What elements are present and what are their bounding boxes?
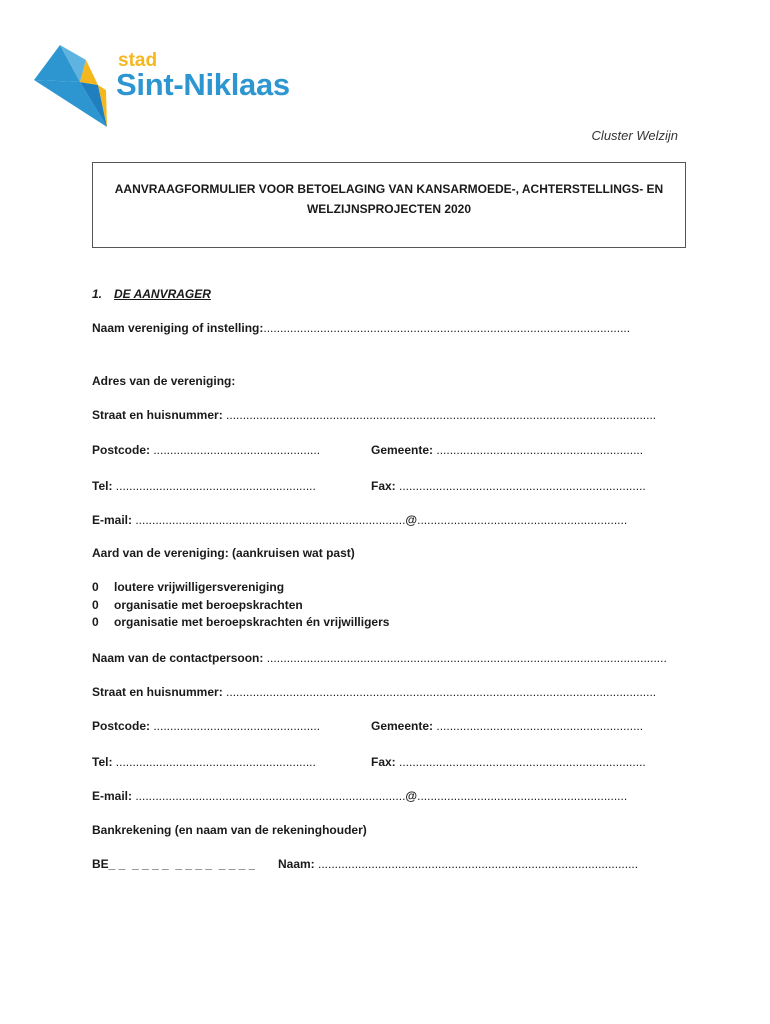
field-dots: ................................................................................................................................. xyxy=(226,685,657,699)
field-gemeente-vereniging[interactable] xyxy=(371,443,678,457)
field-postcode-contact[interactable] xyxy=(92,719,348,733)
field-naam-vereniging[interactable] xyxy=(92,321,632,335)
field-label: Fax: xyxy=(371,755,400,769)
field-dots: ............................................................ xyxy=(115,479,316,493)
option-beroepskrachten-vrijwilligers[interactable] xyxy=(92,615,389,629)
logo xyxy=(34,45,344,135)
field-straat-contact[interactable] xyxy=(92,685,678,699)
field-label: Naam van de contactpersoon: xyxy=(92,651,267,665)
field-label: Postcode: xyxy=(92,443,154,457)
field-dots: ............................................................ xyxy=(115,755,316,769)
field-label: Straat en huisnummer: xyxy=(92,685,227,699)
field-dots: .......................................................................... xyxy=(399,479,646,493)
adres-heading: Adres van de vereniging: xyxy=(92,374,236,388)
field-label: E-mail: xyxy=(92,513,136,527)
option-label: organisatie met beroepskrachten xyxy=(114,598,303,612)
section-number: 1. xyxy=(92,287,103,301)
field-label: Naam vereniging of instelling: xyxy=(92,321,264,335)
option-label: organisatie met beroepskrachten én vrijwilligers xyxy=(114,615,390,629)
field-dots: ............................................................... xyxy=(417,789,628,803)
field-fax-vereniging[interactable] xyxy=(371,479,678,493)
field-label: Straat en huisnummer: xyxy=(92,408,227,422)
field-iban[interactable]: BE_ _ _ _ _ _ _ _ _ _ _ _ _ _ xyxy=(92,857,256,871)
checkbox-marker[interactable]: 0 xyxy=(92,580,99,594)
field-fax-contact[interactable] xyxy=(371,755,678,769)
field-straat-vereniging[interactable] xyxy=(92,408,678,422)
field-rekeninghouder-naam[interactable] xyxy=(278,857,678,871)
field-dots: .................................................. xyxy=(153,443,321,457)
section-heading xyxy=(92,287,211,301)
field-dots: ............................................................... xyxy=(417,513,628,527)
field-dots: ................................................................................................................................. xyxy=(226,408,657,422)
field-tel-vereniging[interactable] xyxy=(92,479,348,493)
field-dots: .......................................................................... xyxy=(399,755,646,769)
logo-mark-icon xyxy=(34,45,114,135)
field-label: Naam: xyxy=(278,857,319,871)
field-dots: ................................................................................. xyxy=(135,789,406,803)
option-beroepskrachten[interactable] xyxy=(92,598,303,612)
cluster-label: Cluster Welzijn xyxy=(591,128,678,143)
field-dots: ................................................................................................ xyxy=(318,857,639,871)
field-email-vereniging[interactable] xyxy=(92,513,678,527)
option-vrijwilligersvereniging[interactable] xyxy=(92,580,284,594)
logo-city-name: Sint-Niklaas xyxy=(116,67,290,102)
field-dots: .................................................. xyxy=(153,719,321,733)
field-label: Tel: xyxy=(92,755,116,769)
field-label: Gemeente: xyxy=(371,443,437,457)
field-label: Fax: xyxy=(371,479,400,493)
field-postcode-vereniging[interactable] xyxy=(92,443,348,457)
field-dots: ................................................................................. xyxy=(135,513,406,527)
option-label: loutere vrijwilligersvereniging xyxy=(114,580,285,594)
field-dots: .............................................................. xyxy=(436,719,644,733)
checkbox-marker[interactable]: 0 xyxy=(92,598,99,612)
field-tel-contact[interactable] xyxy=(92,755,348,769)
email-at-sign: @ xyxy=(405,789,418,803)
logo-stad-text: stad xyxy=(118,50,158,71)
section-title: DE AANVRAGER xyxy=(114,287,211,301)
form-title-box xyxy=(92,162,686,248)
field-label: Postcode: xyxy=(92,719,154,733)
field-dots: .............................................................. xyxy=(436,443,644,457)
bank-heading: Bankrekening (en naam van de rekeninghouder) xyxy=(92,823,367,837)
email-at-sign: @ xyxy=(405,513,418,527)
field-label: Gemeente: xyxy=(371,719,437,733)
form-title-line-1: AANVRAAGFORMULIER VOOR BETOELAGING VAN KANSARMOEDE-, ACHTERSTELLINGS- EN xyxy=(114,182,664,196)
field-email-contact[interactable] xyxy=(92,789,678,803)
field-label: Tel: xyxy=(92,479,116,493)
field-contactpersoon[interactable] xyxy=(92,651,678,665)
aard-heading: Aard van de vereniging: (aankruisen wat past) xyxy=(92,546,355,560)
checkbox-marker[interactable]: 0 xyxy=(92,615,99,629)
form-title-line-2: WELZIJNSPROJECTEN 2020 xyxy=(306,202,472,216)
field-dots: .............................................................................................................. xyxy=(263,321,631,335)
field-label: E-mail: xyxy=(92,789,136,803)
field-dots: ........................................................................................................................ xyxy=(266,651,667,665)
field-gemeente-contact[interactable] xyxy=(371,719,678,733)
